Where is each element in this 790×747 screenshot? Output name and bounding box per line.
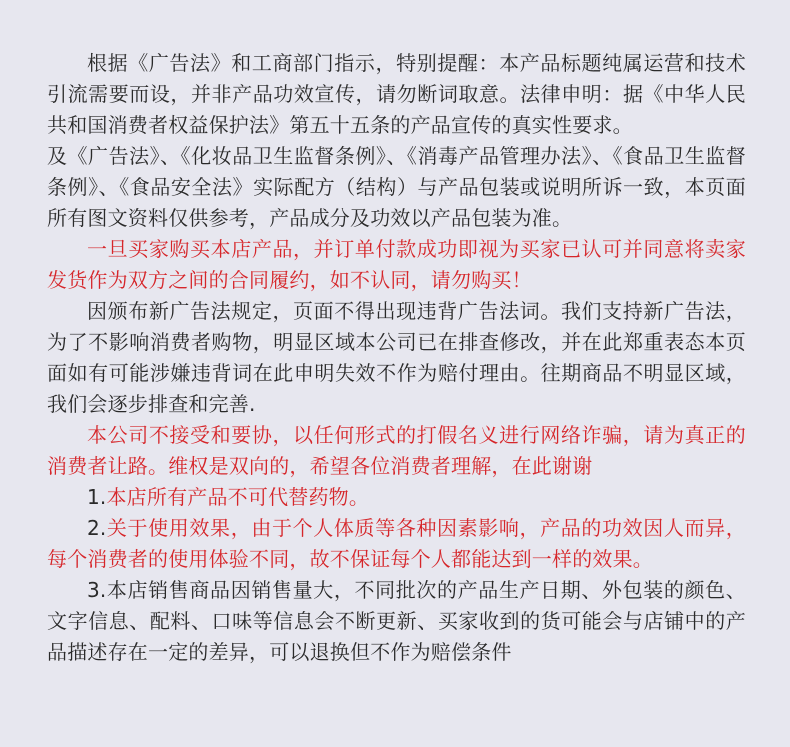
notice-item-3: 3.本店销售商品因销售量大，不同批次的产品生产日期、外包装的颜色、文字信息、配料、口味等信息会不断更新、买家收到的货可能会与店铺中的产品描述存在一定的差异，可以退换但不作为赔偿条件 bbox=[47, 578, 746, 664]
notice-paragraph-2: 及《广告法》、《化妆品卫生监督条例》、《消毒产品管理办法》、《食品卫生监督条例》、《食品安全法》实际配方（结构）与产品包装或说明所诉一致，本页面所有图文资料仅供参考，产品成分及功效以产品包装为准。 bbox=[47, 144, 746, 230]
item-1-number: 1. bbox=[87, 485, 107, 509]
purchase-agreement-warning: 一旦买家购买本店产品，并订单付款成功即视为买家已认可并同意将卖家发货作为双方之间的合同履约，如不认同，请勿购买！ bbox=[47, 237, 746, 292]
item-2-text: 关于使用效果，由于个人体质等各种因素影响，产品的功效因人而异，每个消费者的使用体验不同，故不保证每个人都能达到一样的效果。 bbox=[47, 516, 746, 571]
notice-item-1 bbox=[47, 482, 746, 513]
anti-fraud-warning: 本公司不接受和要协，以任何形式的打假名义进行网络诈骗，请为真正的消费者让路。维权是双向的，希望各位消费者理解，在此谢谢 bbox=[47, 423, 746, 478]
item-2-number: 2. bbox=[87, 516, 107, 540]
notice-paragraph-1: 根据《广告法》和工商部门指示，特别提醒：本产品标题纯属运营和技术引流需要而设，并非产品功效宣传，请勿断词取意。法律申明：据《中华人民共和国消费者权益保护法》第五十五条的产品宣传的真实性要求。 bbox=[47, 51, 746, 137]
notice-item-2 bbox=[47, 513, 746, 575]
item-1-text: 本店所有产品不可代替药物。 bbox=[106, 485, 370, 509]
ad-law-statement: 因颁布新广告法规定，页面不得出现违背广告法词。我们支持新广告法，为了不影响消费者购物，明显区域本公司已在排查修改，并在此郑重表态本页面如有可能涉嫌违背词在此申明失效不作为赔付理由。往期商品不明显区域，我们会逐步排查和完善. bbox=[47, 299, 746, 416]
